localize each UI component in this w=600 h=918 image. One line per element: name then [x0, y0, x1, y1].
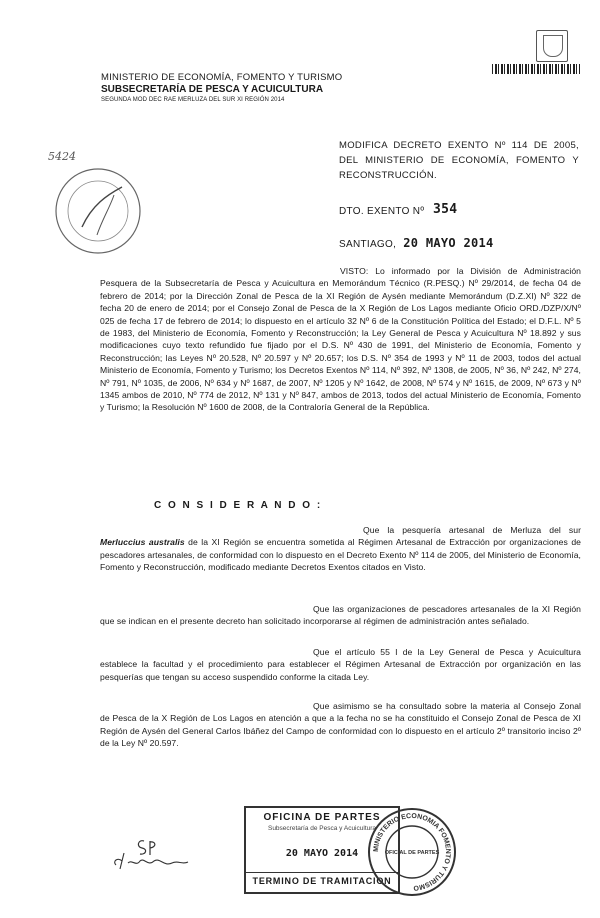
decree-label: DTO. EXENTO Nº	[339, 206, 425, 217]
p1-rest: de la XI Región se encuentra sometida al Régimen Artesanal de Extracción por organizaciones de pescadores artesanales, de conformidad con lo dispuesto en el Decreto Exento Nº 114 de 2005, del Ministerio de Economía, Fomento y Reconstrucción, modificado mediante Decretos Exentos citados en Visto.	[100, 537, 581, 573]
ring-outer-text: MINISTERIO ECONOMIA FOMENTO Y TURISMO	[372, 812, 452, 892]
decree-number: 354	[433, 202, 458, 217]
considerando-paragraph-4: Que asimismo se ha consultado sobre la materia al Consejo Zonal de Pesca de la X Región de Los Lagos en atención a que a la fecha no se ha constituido el Consejo Zonal de Pesca de XI Región de Aysén del General Carlos Ibáñez del Campo de conformidad con lo dispuesto en el artículo 2º transitorio inciso 2º de la Ley Nº 20.597.	[100, 701, 581, 749]
considerando-paragraph-1	[100, 524, 581, 574]
handwritten-number: 5424	[48, 150, 76, 163]
stamp-subtitle: Subsecretaría de Pesca y Acuicultura	[267, 825, 377, 832]
considerando-paragraph-3: Que el artículo 55 I de la Ley General de Pesca y Acuicultura establece la facultad y el procedimiento para establecer el Régimen Artesanal de Extracción por organización en las pesquerías que tengan su acceso suspendido conforme la citada Ley.	[100, 647, 581, 682]
stamp-title: OFICINA DE PARTES	[263, 812, 381, 823]
government-seal-icon	[536, 30, 568, 62]
letterhead	[101, 72, 391, 105]
place-label: SANTIAGO,	[339, 239, 397, 250]
subsecretaria-name: SUBSECRETARÍA DE PESCA Y ACUICULTURA	[101, 84, 324, 95]
decree-subject: MODIFICA DECRETO EXENTO Nº 114 DE 2005, DEL MINISTERIO DE ECONOMÍA, FOMENTO Y RECONSTRUCCIÓN.	[339, 140, 579, 181]
round-stamp-icon	[52, 165, 144, 257]
considerando-paragraph-2: Que las organizaciones de pescadores artesanales de la XI Región que se indican en el presente decreto han solicitado incorporarse al régimen de administración antes señalado.	[100, 604, 581, 627]
stamp-footer: TERMINO DE TRAMITACION	[246, 872, 398, 886]
barcode	[492, 64, 580, 74]
unit-reference: SEGUNDA MOD DEC RAE MERLUZA DEL SUR XI REGIÓN 2014	[101, 97, 285, 103]
species-name: Merluccius australis	[100, 537, 185, 548]
p1-lead: Que la pesquería artesanal de Merluza del sur	[363, 525, 581, 535]
decree-date: 20 MAYO 2014	[403, 236, 494, 250]
ministry-ring-stamp-icon	[366, 806, 458, 898]
ministry-name: MINISTERIO DE ECONOMÍA, FOMENTO Y TURISMO	[101, 72, 343, 83]
handwritten-initials-icon	[110, 835, 200, 875]
visto-paragraph: VISTO: Lo informado por la División de Administración Pesquera de la Subsecretaría de Pesca y Acuicultura en Memorándum Técnico (R.PESQ.) Nº 29/2014, de fecha 04 de febrero de 2014; por la Dirección Zonal de Pesca de la XI Región de Aysén mediante Memorándum (D.Z.XI) Nº 322 de fecha 20 de enero de 2014; por el Consejo Zonal de Pesca de la X Región de Los Lagos mediante Oficio ORD./DZP/X/Nº 025 de fecha 17 de febrero de 2014; lo dispuesto en el artículo 32 Nº 6 de la Constitución Política del Estado; el D.F.L. Nº 5 de 1983, del Ministerio de Economía, Fomento y Reconstrucción; la Ley General de Pesca y Acuicultura Nº 18.892 y sus modificaciones cuyo texto refundido fue fijado por el D.S. Nº 430 de 1991, del Ministerio de Economía, Fomento y Reconstrucción; las Leyes Nº 20.528, Nº 20.597 y Nº 20.657; los D.S. Nº 354 de 1993 y Nº 11 de 2003, todos del actual Ministerio de Economía, Fomento y Turismo; los Decretos Exentos Nº 114, Nº 392, Nº 1308, de 2005, Nº 36, Nº 242, Nº 274, Nº 791, Nº 1035, de 2006, Nº 634 y Nº 1687, de 2007, Nº 1205 y Nº 1642, de 2008, Nº 574 y Nº 1615, de 2009, Nº 673 y Nº 1345 ambos de 2010, Nº 774 de 2012, Nº 131 y Nº 847, ambos de 2013, todos del actual Ministerio de Economía, Fomento y Turismo; la Resolución Nº 1600 de 2008, de la Contraloría General de la República.	[100, 266, 581, 413]
decree-number-line	[339, 202, 458, 217]
ring-inner-text: OFICIAL DE PARTES	[384, 850, 440, 856]
decree-place-date	[339, 236, 494, 250]
considerando-heading: C O N S I D E R A N D O :	[154, 500, 323, 511]
stamp-date: 20 MAYO 2014	[285, 848, 359, 859]
